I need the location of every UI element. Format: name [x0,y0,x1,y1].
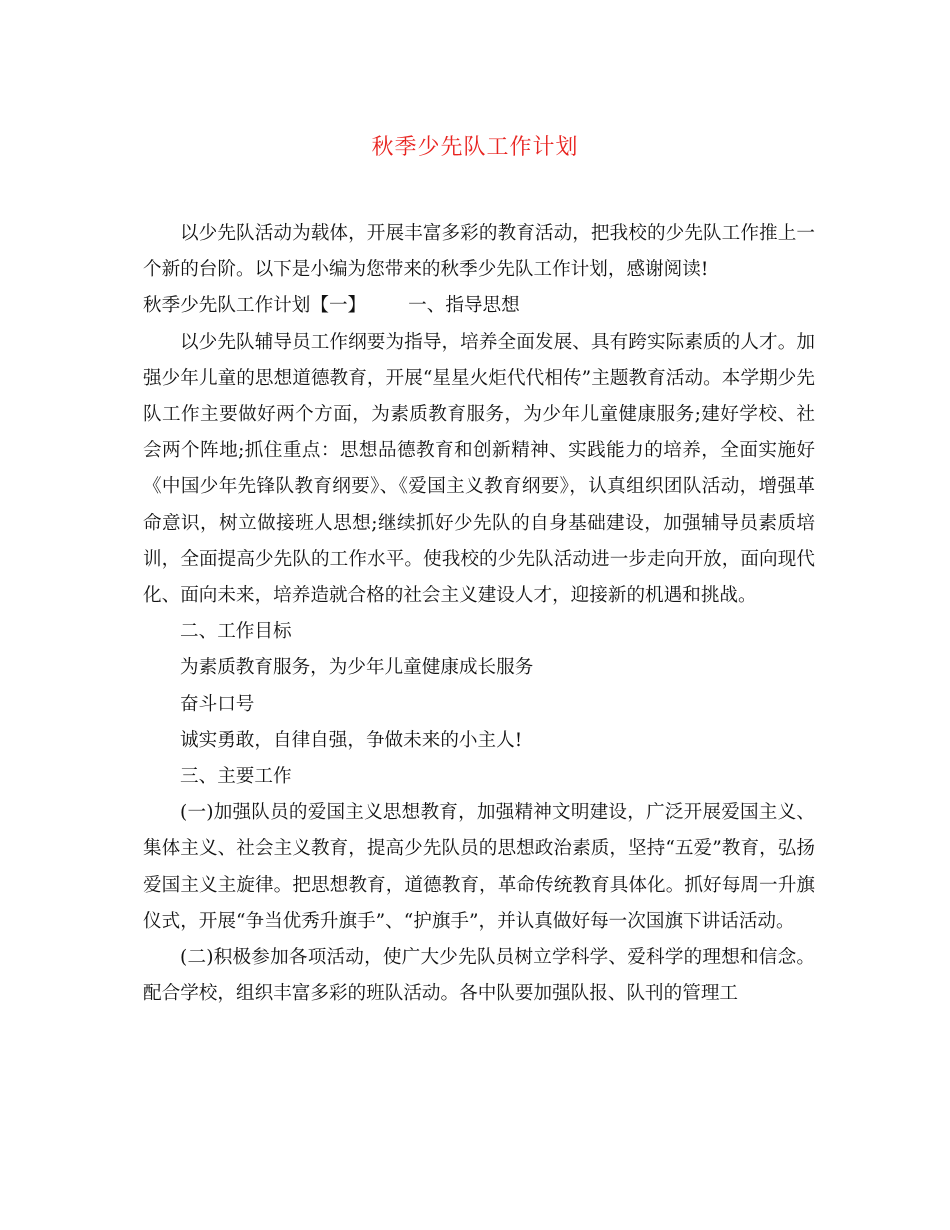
work-item-2: (二)积极参加各项活动，使广大少先队员树立学科学、爱科学的理想和信念。配合学校，组织丰富多彩的班队活动。各中队要加强队报、队刊的管理工 [143,947,815,1005]
work-item-1: (一)加强队员的爱国主义思想教育，加强精神文明建设，广泛开展爱国主义、集体主义、社会主义教育，提高少先队员的思想政治素质，坚持“五爱”教育，弘扬爱国主义主旋律。把思想教育，道德教育，革命传统教育具体化。抓好每周一升旗仪式，开展“争当优秀升旗手”、“护旗手”，并认真做好每一次国旗下讲话活动。 [143,802,815,932]
document-body [143,216,815,1012]
slogan-text: 诚实勇敢，自律自强，争做未来的小主人! [180,729,523,751]
section1-paragraph: 以少先队辅导员工作纲要为指导，培养全面发展、具有跨实际素质的人才。加强少年儿童的思想道德教育，开展“星星火炬代代相传”主题教育活动。本学期少先队工作主要做好两个方面，为素质教育服务，为少年儿童健康服务;建好学校、社会两个阵地;抓住重点：思想品德教育和创新精神、实践能力的培养，全面实施好《中国少年先锋队教育纲要》、《爱国主义教育纲要》，认真组织团队活动，增强革命意识，树立做接班人思想;继续抓好少先队的自身基础建设，加强辅导员素质培训，全面提高少先队的工作水平。使我校的少先队活动进一步走向开放，面向现代化、面向未来，培养造就合格的社会主义建设人才，迎接新的机遇和挑战。 [143,331,815,607]
slogan-heading: 奋斗口号 [180,693,255,715]
section2-heading: 二、工作目标 [180,621,292,643]
section2-goal: 为素质教育服务，为少年儿童健康成长服务 [180,657,534,679]
intro-paragraph: 以少先队活动为载体，开展丰富多彩的教育活动，把我校的少先队工作推上一个新的台阶。以下是小编为您带来的秋季少先队工作计划，感谢阅读! [143,223,815,281]
document-title: 秋季少先队工作计划 [371,135,579,160]
section3-heading: 三、主要工作 [180,766,292,788]
plan-label: 秋季少先队工作计划【一】 [143,295,367,317]
section1-heading: 一、指导思想 [408,295,520,317]
plan-heading-row [143,288,815,324]
